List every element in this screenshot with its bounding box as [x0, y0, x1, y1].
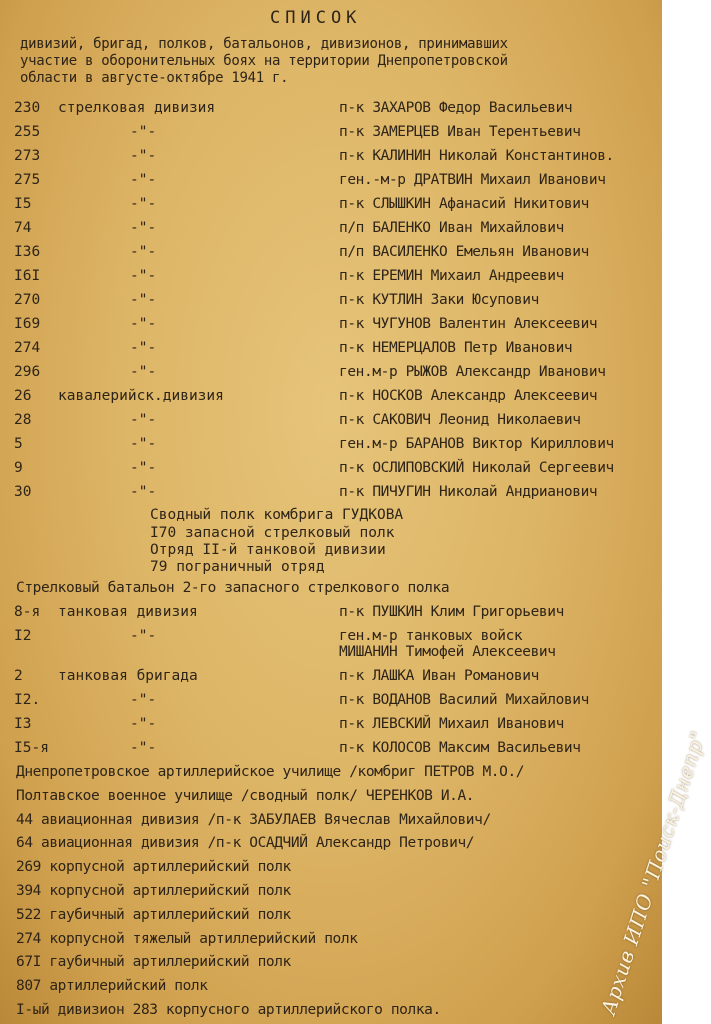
ditto-mark: -"- [130, 460, 157, 476]
commander: п-к ОСЛИПОВСКИЙ Николай Сергеевич [339, 460, 614, 476]
ditto-mark: -"- [130, 412, 157, 428]
unit-number: 5 [14, 436, 23, 452]
unit-line: 394 корпусной артиллерийский полк [16, 883, 291, 899]
header-line-2: участие в оборонительных боях на территории Днепропетровской [20, 53, 508, 69]
commander: п-к ЗАХАРОВ Федор Васильевич [339, 100, 573, 116]
commander: п-к ПУШКИН Клим Григорьевич [339, 604, 564, 620]
commander: п-к ЕРЕМИН Михаил Андреевич [339, 268, 564, 284]
header-line-3: области в августе-октябре 1941 г. [20, 70, 289, 86]
commander: п-к ЧУГУНОВ Валентин Алексеевич [339, 316, 598, 332]
commander: п-к КАЛИНИН Николай Константинов. [339, 148, 614, 164]
unit-line: Днепропетровское артиллерийское училище /комбриг ПЕТРОВ М.О./ [16, 764, 525, 780]
unit-number: 273 [14, 148, 41, 164]
unit-number: 275 [14, 172, 41, 188]
unit-number: I3 [14, 716, 32, 732]
ditto-mark: -"- [130, 628, 157, 644]
commander: п/п ВАСИЛЕНКО Емельян Иванович [339, 244, 589, 260]
centered-line-1: Сводный полк комбрига ГУДКОВА [150, 507, 404, 523]
unit-line: 67I гаубичный артиллерийский полк [16, 954, 291, 971]
ditto-mark: -"- [130, 196, 157, 212]
unit-number: 296 [14, 364, 41, 380]
commander: ген.м-р танковых войск [339, 628, 523, 644]
unit-number: 274 [14, 340, 41, 356]
unit-name: танковая бригада [58, 668, 198, 684]
ditto-mark: -"- [130, 740, 157, 756]
ditto-mark: -"- [130, 716, 157, 732]
ditto-mark: -"- [130, 340, 157, 356]
unit-number: I69 [14, 316, 41, 332]
unit-number: I5-я [14, 740, 49, 756]
ditto-mark: -"- [130, 124, 157, 140]
unit-name: стрелковая дивизия [58, 100, 216, 116]
centered-line-3: Отряд II-й танковой дивизии [150, 542, 386, 558]
ditto-mark: -"- [130, 484, 157, 500]
unit-number: 74 [14, 220, 32, 236]
unit-line: 274 корпусной тяжелый артиллерийский полк [16, 930, 358, 947]
unit-line: 522 гаубичный артиллерийский полк [16, 906, 291, 923]
unit-number: I5 [14, 196, 32, 212]
unit-number: 2 [14, 668, 23, 684]
unit-number: I36 [14, 244, 41, 260]
commander: п-к ЛЕВСКИЙ Михаил Иванович [339, 716, 564, 732]
unit-number: 9 [14, 460, 23, 476]
commander: п-к НОСКОВ Александр Алексеевич [339, 388, 598, 404]
unit-line: 807 артиллерийский полк [16, 978, 208, 995]
ditto-mark: -"- [130, 172, 157, 188]
commander: ген.м-р БАРАНОВ Виктор Кириллович [339, 436, 614, 452]
ditto-mark: -"- [130, 692, 157, 708]
commander: п-к ВОДАНОВ Василий Михайлович [339, 692, 589, 708]
unit-number: 230 [14, 100, 41, 116]
unit-line: Полтавское военное училище /сводный полк/ ЧЕРЕНКОВ И.А. [16, 787, 475, 804]
ditto-mark: -"- [130, 292, 157, 308]
ditto-mark: -"- [130, 316, 157, 332]
commander: п-к СЛЫШКИН Афанасий Никитович [339, 196, 589, 212]
ditto-mark: -"- [130, 436, 157, 452]
ditto-mark: -"- [130, 220, 157, 236]
commander: п-к САКОВИЧ Леонид Николаевич [339, 412, 581, 428]
centered-line-2: I70 запасной стрелковый полк [150, 525, 395, 541]
unit-line: I-ый дивизион 283 корпусного артиллерийского полка. [16, 1002, 441, 1018]
unit-number: 270 [14, 292, 41, 308]
commander: п-к КОЛОСОВ Максим Васильевич [339, 740, 581, 756]
commander: п-к ЛАШКА Иван Романович [339, 668, 539, 684]
unit-number: I2 [14, 628, 32, 644]
unit-line: 269 корпусной артиллерийский полк [16, 859, 291, 876]
ditto-mark: -"- [130, 268, 157, 284]
commander: п/п БАЛЕНКО Иван Михайлович [339, 220, 564, 236]
commander: ген.-м-р ДРАТВИН Михаил Иванович [339, 172, 606, 188]
ditto-mark: -"- [130, 148, 157, 164]
unit-number: 255 [14, 124, 41, 140]
commander: п-к КУТЛИН Заки Юсупович [339, 292, 539, 308]
unit-line: 44 авиационная дивизия /п-к ЗАБУЛАЕВ Вячеслав Михайлович/ [16, 811, 491, 828]
commander: ген.м-р РЫЖОВ Александр Иванович [339, 364, 606, 380]
unit-number: 26 [14, 388, 32, 404]
unit-number: I2. [14, 692, 41, 708]
unit-number: 8-я [14, 604, 41, 620]
commander: п-к ПИЧУГИН Николай Андрианович [339, 484, 598, 500]
unit-name: кавалерийск.дивизия [58, 388, 224, 404]
unit-line: 64 авиационная дивизия /п-к ОСАДЧИЙ Александр Петрович/ [16, 835, 475, 852]
document-title: СПИСОК [270, 8, 362, 28]
archive-watermark: Архив ИПО "Поиск-Днепр" [596, 727, 711, 1018]
commander: п-к НЕМЕРЦАЛОВ Петр Иванович [339, 340, 573, 356]
header-line-1: дивизий, бригад, полков, батальонов, дивизионов, принимавших [20, 36, 508, 52]
unit-number: 30 [14, 484, 32, 500]
unit-name: танковая дивизия [58, 604, 198, 620]
battalion-line: Стрелковый батальон 2-го запасного стрелкового полка [16, 580, 450, 596]
centered-line-4: 79 пограничный отряд [150, 559, 325, 575]
unit-number: 28 [14, 412, 32, 428]
commander: п-к ЗАМЕРЦЕВ Иван Терентьевич [339, 124, 581, 140]
ditto-mark: -"- [130, 244, 157, 260]
commander-line-2: МИШАНИН Тимофей Алексеевич [339, 644, 556, 660]
unit-number: I6I [14, 268, 41, 284]
ditto-mark: -"- [130, 364, 157, 380]
